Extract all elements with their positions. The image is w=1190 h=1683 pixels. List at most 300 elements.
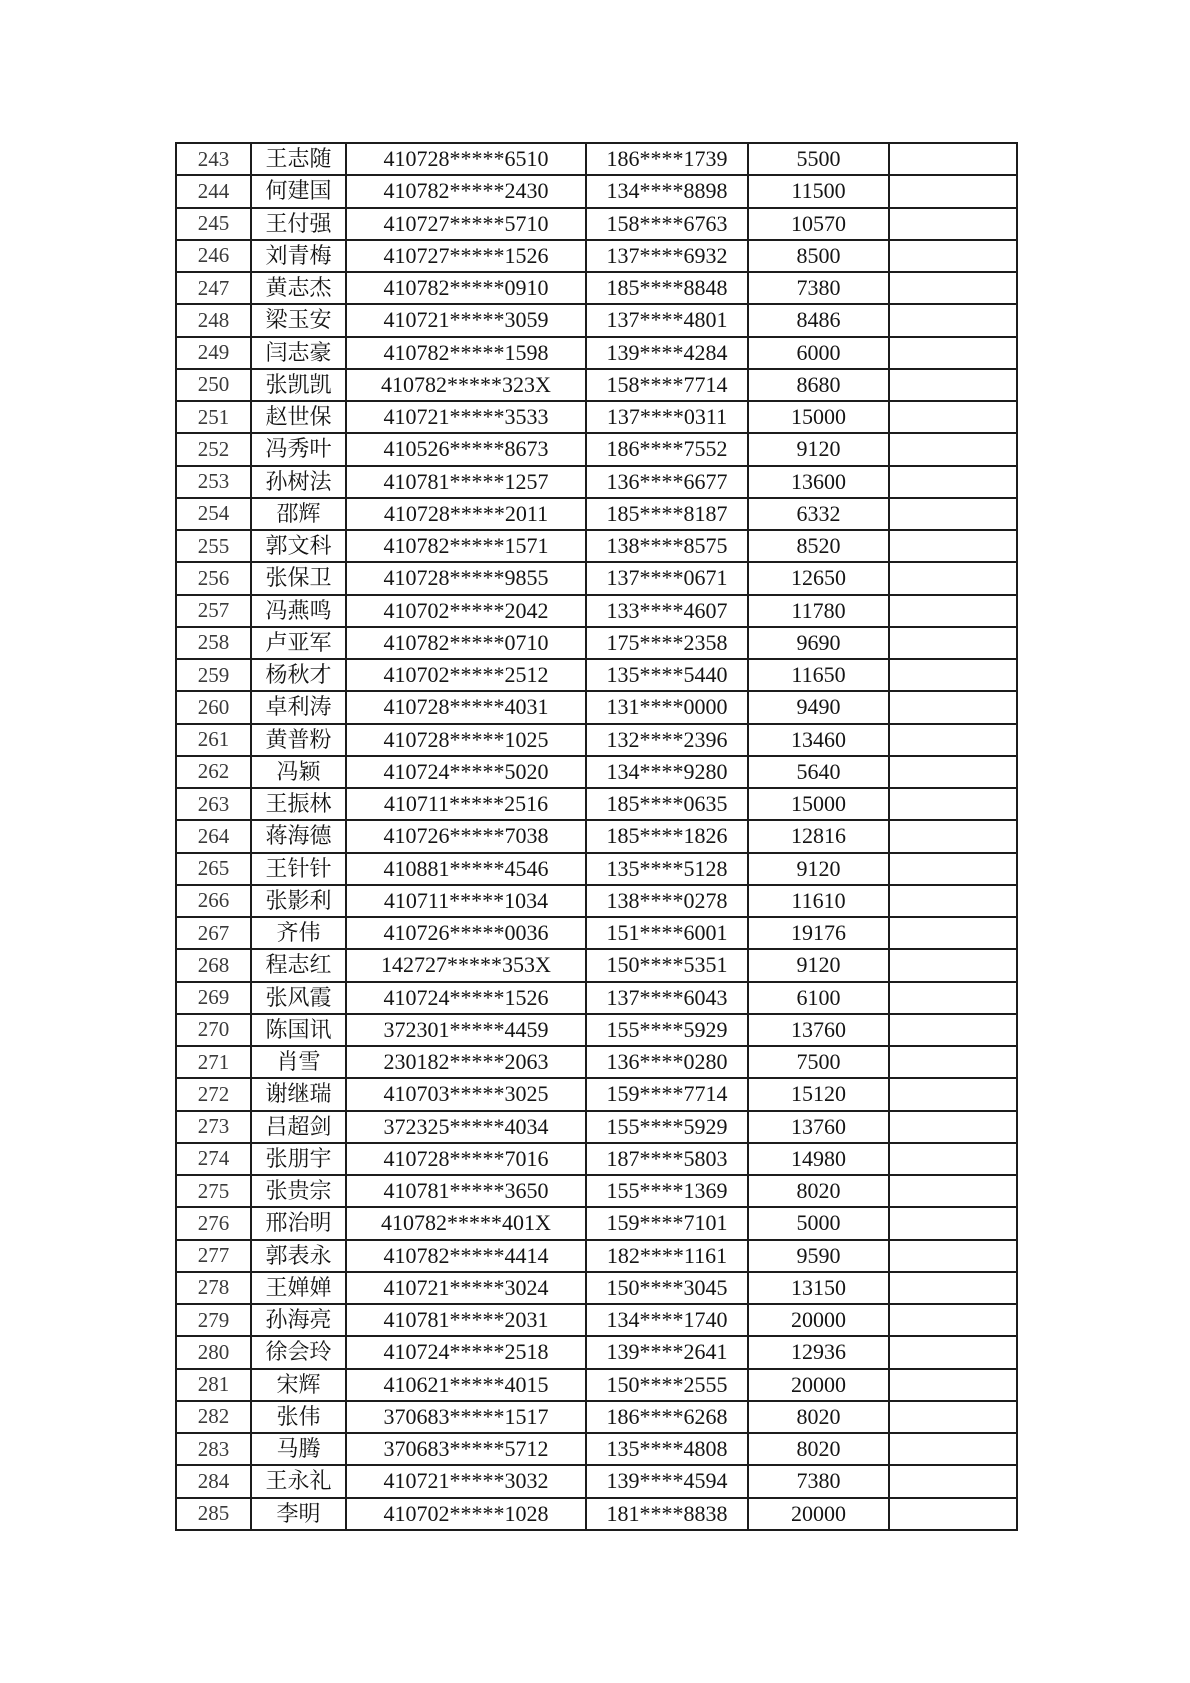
id-cell: 410724*****1526 xyxy=(346,982,586,1014)
notes-cell xyxy=(889,240,1017,272)
table-row xyxy=(176,1401,1017,1433)
table-row xyxy=(176,143,1017,175)
amount-cell: 9590 xyxy=(748,1240,889,1272)
id-cell: 410782*****401X xyxy=(346,1207,586,1239)
notes-cell xyxy=(889,853,1017,885)
row-number-cell: 279 xyxy=(176,1304,251,1336)
id-cell: 410727*****1526 xyxy=(346,240,586,272)
table-row xyxy=(176,272,1017,304)
phone-cell: 186****7552 xyxy=(586,433,748,465)
name-cell: 王振林 xyxy=(251,788,346,820)
amount-cell: 8020 xyxy=(748,1175,889,1207)
amount-cell: 8020 xyxy=(748,1433,889,1465)
notes-cell xyxy=(889,1336,1017,1368)
phone-cell: 175****2358 xyxy=(586,627,748,659)
table-row xyxy=(176,1433,1017,1465)
row-number-cell: 259 xyxy=(176,659,251,691)
phone-cell: 132****2396 xyxy=(586,724,748,756)
row-number-cell: 253 xyxy=(176,466,251,498)
table-row xyxy=(176,562,1017,594)
table-row xyxy=(176,982,1017,1014)
phone-cell: 155****5929 xyxy=(586,1014,748,1046)
amount-cell: 20000 xyxy=(748,1369,889,1401)
row-number-cell: 280 xyxy=(176,1336,251,1368)
phone-cell: 187****5803 xyxy=(586,1143,748,1175)
notes-cell xyxy=(889,562,1017,594)
name-cell: 程志红 xyxy=(251,949,346,981)
phone-cell: 134****8898 xyxy=(586,175,748,207)
phone-cell: 155****5929 xyxy=(586,1111,748,1143)
name-cell: 杨秋才 xyxy=(251,659,346,691)
notes-cell xyxy=(889,1240,1017,1272)
phone-cell: 133****4607 xyxy=(586,595,748,627)
notes-cell xyxy=(889,175,1017,207)
table-row xyxy=(176,1175,1017,1207)
phone-cell: 181****8838 xyxy=(586,1498,748,1530)
row-number-cell: 264 xyxy=(176,820,251,852)
row-number-cell: 256 xyxy=(176,562,251,594)
phone-cell: 139****4594 xyxy=(586,1465,748,1497)
row-number-cell: 273 xyxy=(176,1111,251,1143)
id-cell: 410526*****8673 xyxy=(346,433,586,465)
table-row xyxy=(176,1304,1017,1336)
table-row xyxy=(176,595,1017,627)
amount-cell: 20000 xyxy=(748,1498,889,1530)
phone-cell: 186****6268 xyxy=(586,1401,748,1433)
amount-cell: 11500 xyxy=(748,175,889,207)
id-cell: 410726*****0036 xyxy=(346,917,586,949)
id-cell: 410724*****5020 xyxy=(346,756,586,788)
id-cell: 410782*****1571 xyxy=(346,530,586,562)
name-cell: 邢治明 xyxy=(251,1207,346,1239)
id-cell: 410724*****2518 xyxy=(346,1336,586,1368)
notes-cell xyxy=(889,1465,1017,1497)
notes-cell xyxy=(889,369,1017,401)
notes-cell xyxy=(889,788,1017,820)
phone-cell: 137****4801 xyxy=(586,304,748,336)
row-number-cell: 257 xyxy=(176,595,251,627)
table-row xyxy=(176,756,1017,788)
notes-cell xyxy=(889,433,1017,465)
name-cell: 冯颖 xyxy=(251,756,346,788)
name-cell: 王志随 xyxy=(251,143,346,175)
id-cell: 410881*****4546 xyxy=(346,853,586,885)
notes-cell xyxy=(889,208,1017,240)
table-row xyxy=(176,949,1017,981)
notes-cell xyxy=(889,530,1017,562)
amount-cell: 5500 xyxy=(748,143,889,175)
notes-cell xyxy=(889,1498,1017,1530)
notes-cell xyxy=(889,1046,1017,1078)
table-row xyxy=(176,1207,1017,1239)
notes-cell xyxy=(889,595,1017,627)
row-number-cell: 263 xyxy=(176,788,251,820)
name-cell: 郭文科 xyxy=(251,530,346,562)
name-cell: 徐会玲 xyxy=(251,1336,346,1368)
id-cell: 410782*****0910 xyxy=(346,272,586,304)
name-cell: 蒋海德 xyxy=(251,820,346,852)
name-cell: 马腾 xyxy=(251,1433,346,1465)
phone-cell: 135****5128 xyxy=(586,853,748,885)
id-cell: 370683*****1517 xyxy=(346,1401,586,1433)
row-number-cell: 269 xyxy=(176,982,251,1014)
name-cell: 齐伟 xyxy=(251,917,346,949)
row-number-cell: 254 xyxy=(176,498,251,530)
table-row xyxy=(176,433,1017,465)
notes-cell xyxy=(889,1175,1017,1207)
name-cell: 何建国 xyxy=(251,175,346,207)
notes-cell xyxy=(889,1433,1017,1465)
table-row xyxy=(176,627,1017,659)
name-cell: 郭表永 xyxy=(251,1240,346,1272)
amount-cell: 9490 xyxy=(748,691,889,723)
row-number-cell: 249 xyxy=(176,337,251,369)
id-cell: 410721*****3032 xyxy=(346,1465,586,1497)
amount-cell: 13150 xyxy=(748,1272,889,1304)
id-cell: 410702*****2042 xyxy=(346,595,586,627)
id-cell: 410721*****3533 xyxy=(346,401,586,433)
amount-cell: 12936 xyxy=(748,1336,889,1368)
amount-cell: 6100 xyxy=(748,982,889,1014)
row-number-cell: 252 xyxy=(176,433,251,465)
phone-cell: 159****7101 xyxy=(586,1207,748,1239)
phone-cell: 186****1739 xyxy=(586,143,748,175)
table-row xyxy=(176,530,1017,562)
id-cell: 370683*****5712 xyxy=(346,1433,586,1465)
amount-cell: 8680 xyxy=(748,369,889,401)
name-cell: 赵世保 xyxy=(251,401,346,433)
phone-cell: 135****5440 xyxy=(586,659,748,691)
amount-cell: 8486 xyxy=(748,304,889,336)
phone-cell: 137****6043 xyxy=(586,982,748,1014)
amount-cell: 13760 xyxy=(748,1014,889,1046)
phone-cell: 185****1826 xyxy=(586,820,748,852)
phone-cell: 135****4808 xyxy=(586,1433,748,1465)
table-row xyxy=(176,885,1017,917)
notes-cell xyxy=(889,627,1017,659)
table-row xyxy=(176,337,1017,369)
amount-cell: 13600 xyxy=(748,466,889,498)
notes-cell xyxy=(889,724,1017,756)
phone-cell: 136****0280 xyxy=(586,1046,748,1078)
notes-cell xyxy=(889,498,1017,530)
amount-cell: 15000 xyxy=(748,788,889,820)
table-row xyxy=(176,1336,1017,1368)
notes-cell xyxy=(889,1078,1017,1110)
records-table xyxy=(175,142,1018,1531)
notes-cell xyxy=(889,949,1017,981)
row-number-cell: 266 xyxy=(176,885,251,917)
notes-cell xyxy=(889,1014,1017,1046)
id-cell: 410781*****3650 xyxy=(346,1175,586,1207)
table-row xyxy=(176,1014,1017,1046)
amount-cell: 6332 xyxy=(748,498,889,530)
phone-cell: 182****1161 xyxy=(586,1240,748,1272)
row-number-cell: 276 xyxy=(176,1207,251,1239)
notes-cell xyxy=(889,1207,1017,1239)
id-cell: 410782*****1598 xyxy=(346,337,586,369)
notes-cell xyxy=(889,304,1017,336)
phone-cell: 150****5351 xyxy=(586,949,748,981)
amount-cell: 5000 xyxy=(748,1207,889,1239)
amount-cell: 9690 xyxy=(748,627,889,659)
row-number-cell: 250 xyxy=(176,369,251,401)
table-row xyxy=(176,1369,1017,1401)
row-number-cell: 275 xyxy=(176,1175,251,1207)
id-cell: 142727*****353X xyxy=(346,949,586,981)
name-cell: 黄志杰 xyxy=(251,272,346,304)
name-cell: 孙海亮 xyxy=(251,1304,346,1336)
table-body xyxy=(176,143,1017,1530)
table-row xyxy=(176,304,1017,336)
amount-cell: 15120 xyxy=(748,1078,889,1110)
phone-cell: 158****7714 xyxy=(586,369,748,401)
name-cell: 张凯凯 xyxy=(251,369,346,401)
phone-cell: 134****1740 xyxy=(586,1304,748,1336)
row-number-cell: 247 xyxy=(176,272,251,304)
row-number-cell: 261 xyxy=(176,724,251,756)
notes-cell xyxy=(889,143,1017,175)
amount-cell: 12816 xyxy=(748,820,889,852)
amount-cell: 13760 xyxy=(748,1111,889,1143)
id-cell: 410726*****7038 xyxy=(346,820,586,852)
name-cell: 卢亚军 xyxy=(251,627,346,659)
name-cell: 李明 xyxy=(251,1498,346,1530)
row-number-cell: 284 xyxy=(176,1465,251,1497)
id-cell: 410781*****1257 xyxy=(346,466,586,498)
row-number-cell: 272 xyxy=(176,1078,251,1110)
table-row xyxy=(176,466,1017,498)
amount-cell: 11610 xyxy=(748,885,889,917)
row-number-cell: 246 xyxy=(176,240,251,272)
name-cell: 陈国讯 xyxy=(251,1014,346,1046)
id-cell: 410782*****2430 xyxy=(346,175,586,207)
id-cell: 410728*****4031 xyxy=(346,691,586,723)
row-number-cell: 248 xyxy=(176,304,251,336)
name-cell: 孙树法 xyxy=(251,466,346,498)
table-row xyxy=(176,724,1017,756)
notes-cell xyxy=(889,337,1017,369)
id-cell: 410703*****3025 xyxy=(346,1078,586,1110)
id-cell: 372301*****4459 xyxy=(346,1014,586,1046)
notes-cell xyxy=(889,885,1017,917)
amount-cell: 9120 xyxy=(748,853,889,885)
name-cell: 王婵婵 xyxy=(251,1272,346,1304)
row-number-cell: 245 xyxy=(176,208,251,240)
name-cell: 张保卫 xyxy=(251,562,346,594)
notes-cell xyxy=(889,272,1017,304)
id-cell: 410782*****4414 xyxy=(346,1240,586,1272)
id-cell: 410721*****3024 xyxy=(346,1272,586,1304)
amount-cell: 7500 xyxy=(748,1046,889,1078)
id-cell: 410702*****1028 xyxy=(346,1498,586,1530)
amount-cell: 8020 xyxy=(748,1401,889,1433)
table-row xyxy=(176,401,1017,433)
table-row xyxy=(176,917,1017,949)
table-row xyxy=(176,175,1017,207)
phone-cell: 134****9280 xyxy=(586,756,748,788)
row-number-cell: 243 xyxy=(176,143,251,175)
notes-cell xyxy=(889,466,1017,498)
row-number-cell: 281 xyxy=(176,1369,251,1401)
row-number-cell: 270 xyxy=(176,1014,251,1046)
notes-cell xyxy=(889,1272,1017,1304)
phone-cell: 155****1369 xyxy=(586,1175,748,1207)
id-cell: 410781*****2031 xyxy=(346,1304,586,1336)
amount-cell: 11780 xyxy=(748,595,889,627)
amount-cell: 15000 xyxy=(748,401,889,433)
notes-cell xyxy=(889,820,1017,852)
notes-cell xyxy=(889,1143,1017,1175)
id-cell: 410782*****323X xyxy=(346,369,586,401)
amount-cell: 5640 xyxy=(748,756,889,788)
row-number-cell: 258 xyxy=(176,627,251,659)
name-cell: 黄普粉 xyxy=(251,724,346,756)
amount-cell: 20000 xyxy=(748,1304,889,1336)
amount-cell: 11650 xyxy=(748,659,889,691)
amount-cell: 7380 xyxy=(748,1465,889,1497)
phone-cell: 138****8575 xyxy=(586,530,748,562)
table-row xyxy=(176,240,1017,272)
name-cell: 冯燕鸣 xyxy=(251,595,346,627)
row-number-cell: 267 xyxy=(176,917,251,949)
amount-cell: 12650 xyxy=(748,562,889,594)
table-row xyxy=(176,208,1017,240)
row-number-cell: 244 xyxy=(176,175,251,207)
phone-cell: 159****7714 xyxy=(586,1078,748,1110)
row-number-cell: 282 xyxy=(176,1401,251,1433)
phone-cell: 139****2641 xyxy=(586,1336,748,1368)
amount-cell: 9120 xyxy=(748,433,889,465)
phone-cell: 138****0278 xyxy=(586,885,748,917)
phone-cell: 185****0635 xyxy=(586,788,748,820)
notes-cell xyxy=(889,401,1017,433)
id-cell: 410728*****9855 xyxy=(346,562,586,594)
name-cell: 张朋宇 xyxy=(251,1143,346,1175)
name-cell: 张贵宗 xyxy=(251,1175,346,1207)
amount-cell: 7380 xyxy=(748,272,889,304)
phone-cell: 137****6932 xyxy=(586,240,748,272)
row-number-cell: 260 xyxy=(176,691,251,723)
notes-cell xyxy=(889,756,1017,788)
amount-cell: 10570 xyxy=(748,208,889,240)
notes-cell xyxy=(889,659,1017,691)
id-cell: 230182*****2063 xyxy=(346,1046,586,1078)
table-row xyxy=(176,691,1017,723)
notes-cell xyxy=(889,1401,1017,1433)
id-cell: 372325*****4034 xyxy=(346,1111,586,1143)
name-cell: 邵辉 xyxy=(251,498,346,530)
phone-cell: 158****6763 xyxy=(586,208,748,240)
amount-cell: 19176 xyxy=(748,917,889,949)
row-number-cell: 277 xyxy=(176,1240,251,1272)
phone-cell: 139****4284 xyxy=(586,337,748,369)
notes-cell xyxy=(889,1304,1017,1336)
id-cell: 410728*****2011 xyxy=(346,498,586,530)
id-cell: 410711*****2516 xyxy=(346,788,586,820)
table-row xyxy=(176,1111,1017,1143)
phone-cell: 151****6001 xyxy=(586,917,748,949)
row-number-cell: 285 xyxy=(176,1498,251,1530)
notes-cell xyxy=(889,1369,1017,1401)
table-row xyxy=(176,1498,1017,1530)
table-row xyxy=(176,1078,1017,1110)
name-cell: 冯秀叶 xyxy=(251,433,346,465)
id-cell: 410711*****1034 xyxy=(346,885,586,917)
table-row xyxy=(176,853,1017,885)
row-number-cell: 268 xyxy=(176,949,251,981)
name-cell: 刘青梅 xyxy=(251,240,346,272)
phone-cell: 150****3045 xyxy=(586,1272,748,1304)
phone-cell: 150****2555 xyxy=(586,1369,748,1401)
name-cell: 张伟 xyxy=(251,1401,346,1433)
id-cell: 410727*****5710 xyxy=(346,208,586,240)
name-cell: 宋辉 xyxy=(251,1369,346,1401)
name-cell: 王永礼 xyxy=(251,1465,346,1497)
table-row xyxy=(176,788,1017,820)
table-row xyxy=(176,1272,1017,1304)
row-number-cell: 262 xyxy=(176,756,251,788)
amount-cell: 9120 xyxy=(748,949,889,981)
amount-cell: 14980 xyxy=(748,1143,889,1175)
table-row xyxy=(176,498,1017,530)
notes-cell xyxy=(889,917,1017,949)
notes-cell xyxy=(889,982,1017,1014)
row-number-cell: 283 xyxy=(176,1433,251,1465)
name-cell: 王针针 xyxy=(251,853,346,885)
row-number-cell: 274 xyxy=(176,1143,251,1175)
name-cell: 肖雪 xyxy=(251,1046,346,1078)
row-number-cell: 271 xyxy=(176,1046,251,1078)
id-cell: 410728*****7016 xyxy=(346,1143,586,1175)
notes-cell xyxy=(889,1111,1017,1143)
phone-cell: 185****8848 xyxy=(586,272,748,304)
table-row xyxy=(176,659,1017,691)
phone-cell: 137****0311 xyxy=(586,401,748,433)
table-row xyxy=(176,1143,1017,1175)
id-cell: 410728*****1025 xyxy=(346,724,586,756)
name-cell: 谢继瑞 xyxy=(251,1078,346,1110)
id-cell: 410728*****6510 xyxy=(346,143,586,175)
row-number-cell: 255 xyxy=(176,530,251,562)
id-cell: 410782*****0710 xyxy=(346,627,586,659)
table-row xyxy=(176,820,1017,852)
phone-cell: 136****6677 xyxy=(586,466,748,498)
name-cell: 王付强 xyxy=(251,208,346,240)
id-cell: 410721*****3059 xyxy=(346,304,586,336)
phone-cell: 131****0000 xyxy=(586,691,748,723)
amount-cell: 13460 xyxy=(748,724,889,756)
id-cell: 410621*****4015 xyxy=(346,1369,586,1401)
phone-cell: 185****8187 xyxy=(586,498,748,530)
amount-cell: 6000 xyxy=(748,337,889,369)
id-cell: 410702*****2512 xyxy=(346,659,586,691)
table-row xyxy=(176,369,1017,401)
amount-cell: 8500 xyxy=(748,240,889,272)
name-cell: 吕超剑 xyxy=(251,1111,346,1143)
phone-cell: 137****0671 xyxy=(586,562,748,594)
name-cell: 张影利 xyxy=(251,885,346,917)
name-cell: 梁玉安 xyxy=(251,304,346,336)
table-row xyxy=(176,1465,1017,1497)
name-cell: 卓利涛 xyxy=(251,691,346,723)
amount-cell: 8520 xyxy=(748,530,889,562)
row-number-cell: 265 xyxy=(176,853,251,885)
name-cell: 闫志豪 xyxy=(251,337,346,369)
table-row xyxy=(176,1046,1017,1078)
row-number-cell: 251 xyxy=(176,401,251,433)
notes-cell xyxy=(889,691,1017,723)
